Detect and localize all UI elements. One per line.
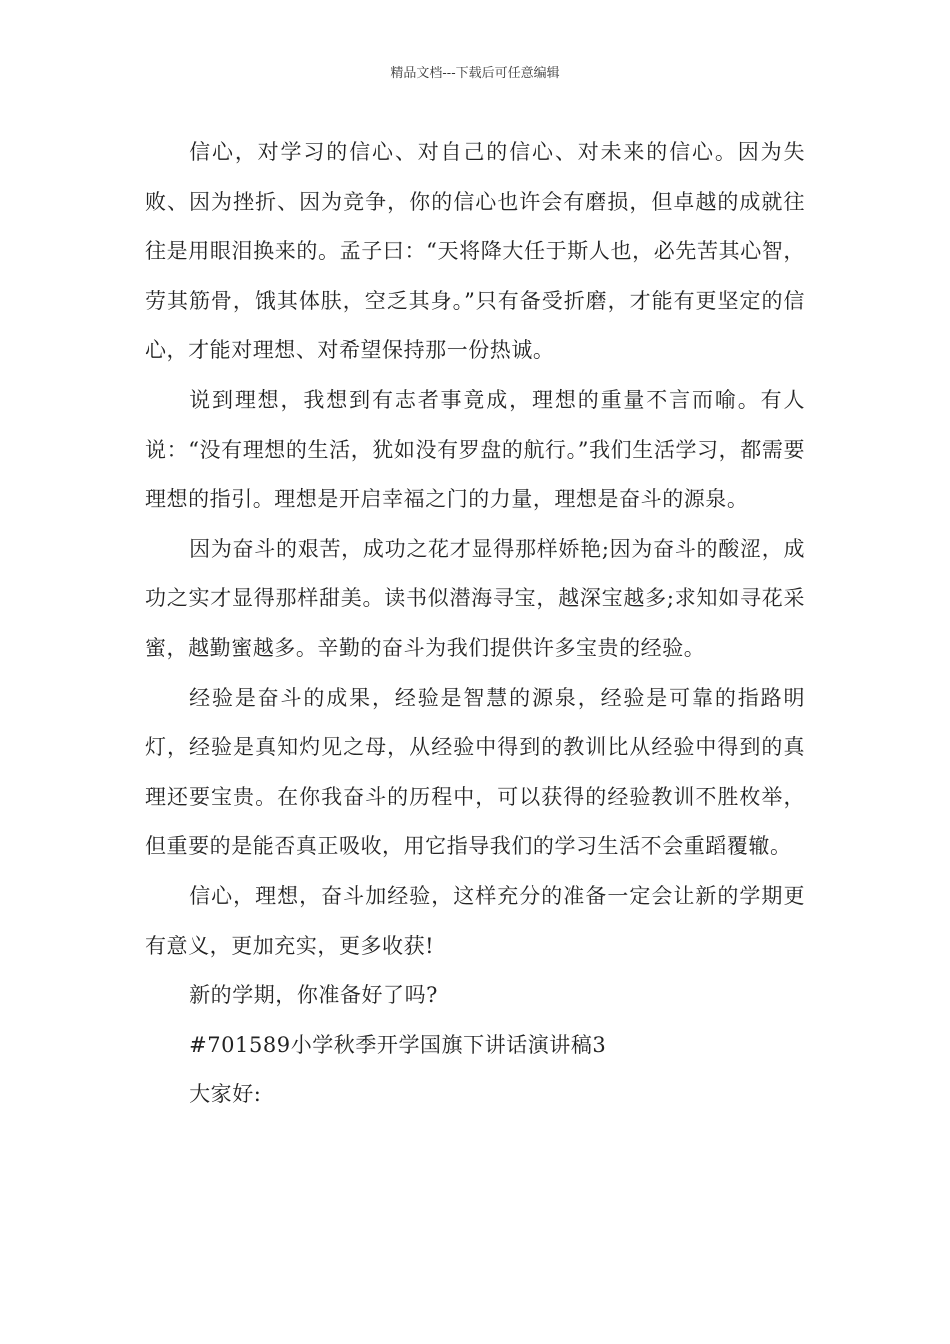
speech-title: #701589小学秋季开学国旗下讲话演讲稿3: [189, 1032, 607, 1057]
speech-greeting: 大家好:: [189, 1082, 262, 1107]
paragraph-confidence: 信心，对学习的信心、对自己的信心、对未来的信心。因为失败、因为挫折、因为竞争，你的信心也许会有磨损，但卓越的成就往往是用眼泪换来的。孟子曰：“天将降大任于斯人也，必先苦其心智，劳其筋骨，饿其体肤，空乏其身。”只有备受折磨，才能有更坚定的信心，才能对理想、对希望保持那一份热诚。: [145, 140, 805, 363]
paragraph-ideals: 说到理想，我想到有志者事竟成，理想的重量不言而喻。有人说：“没有理想的生活，犹如没有罗盘的航行。”我们生活学习，都需要理想的指引。理想是开启幸福之门的力量，理想是奋斗的源泉。: [145, 387, 805, 512]
document-body: [145, 128, 805, 1120]
page-header: 精品文档---下载后可任意编辑: [390, 66, 560, 81]
paragraph-summary: 信心，理想，奋斗加经验，这样充分的准备一定会让新的学期更有意义，更加充实，更多收获!: [145, 883, 805, 958]
paragraph-struggle: 因为奋斗的艰苦，成功之花才显得那样娇艳;因为奋斗的酸涩，成功之实才显得那样甜美。读书似潜海寻宝，越深宝越多;求知如寻花采蜜，越勤蜜越多。辛勤的奋斗为我们提供许多宝贵的经验。: [145, 536, 805, 660]
paragraph-experience: 经验是奋斗的成果，经验是智慧的源泉，经验是可靠的指路明灯，经验是真知灼见之母，从经验中得到的教训比从经验中得到的真理还要宝贵。在你我奋斗的历程中，可以获得的经验教训不胜枚举，但重要的是能否真正吸收，用它指导我们的学习生活不会重蹈覆辙。: [145, 685, 805, 859]
paragraph-question: 新的学期，你准备好了吗?: [189, 983, 438, 1008]
